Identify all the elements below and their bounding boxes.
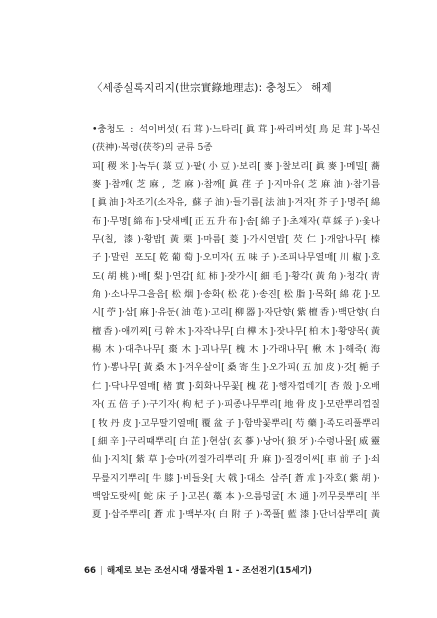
page-footer (84, 564, 312, 576)
body-line: 布]·무명[綿布]·닷새베[正五升布]·솜[綿子]·초채자(草綵子)·옻나 (92, 215, 380, 227)
footer-separator: | (99, 566, 103, 576)
body-line: 子]·말린 포도[乾葡萄]·오미자(五味子)·조피나무열매[川椒]·호 (92, 252, 380, 264)
body-line: 피[稷米]·녹두(菉豆)·팥(小豆)·보리[麥]·찰보리[眞麥]·메밀[蕎 (92, 160, 380, 172)
body-line: •충청도 : 석이버섯(石茸)·느타리[眞茸]·싸리버섯[鳥足茸]·복신 (92, 124, 380, 135)
body-line: 시[苧]·삼[麻]·유둔(油芚)·고리[柳器]·자단향(紫檀香)·백단향(白 (92, 307, 380, 319)
body-line: 도(胡桃)·배[梨]·연감[紅柿]·잣가시[細毛]·황각(黃角)·청각(靑 (92, 270, 380, 282)
body-line: 仁]·닥나무열매[楮實]·회화나무꽃[槐花]·행자껍데기[杏殼]·오배 (92, 380, 380, 392)
body-line: (茯神)·복령(茯苓)의 균류 5종 (92, 142, 213, 154)
body-line: 백암도랏씨[蛇床子]·고본(藁本)·으름덩굴[木通]·끼무릇뿌리[半 (92, 490, 380, 502)
body-line: 麥]·참깨(芝麻, 芝麻)·참깨[眞荏子]·지마유(芝麻油)·참기름 (92, 179, 380, 191)
body-line: 무릎지기뿌리[牛膝]·비들옷[大戟]·대소 삼주[蒼朮]·자호(紫胡)· (92, 472, 380, 484)
body-line: 角)·소나무그을음[松烟]·송화(松花)·송진[松脂]·목화[綿花]·모 (92, 289, 380, 301)
running-title: 해제로 보는 조선시대 생물자원 1 - 조선전기(15세기) (106, 566, 312, 576)
body-line: 檀香)·애끼찌[弓幹木]·자작나무[白樺木]·잣나무[柏木]·황양목(黃 (92, 325, 380, 337)
body-line: [細辛]·구리때뿌리[白芷]·현삼(玄蔘)·낭아(狼牙)·수령나물[威靈 (92, 435, 380, 447)
body-line: 仙]·지치[紫草]·승마(끼절가리뿌리[升麻])·질경이씨[車前子]·쇠 (92, 454, 380, 466)
body-line: [牧丹皮]·고무딸기열매[覆盆子]·함박꽃뿌리[芍藥]·족도리풀뿌리 (92, 417, 380, 429)
body-line: [眞油]·차조기(소자유, 蘇子油)·들기름[法油]·겨자[芥子]·명주[綿 (92, 197, 380, 209)
body-text (92, 121, 380, 525)
page-number: 66 (84, 566, 96, 576)
body-line: 자(五倍子)·구기자(枸杞子)·피종나무뿌리[地骨皮]·모란뿌리껍질 (92, 399, 380, 411)
body-line: 楊木)·대추나무[棗木]·괴나무[槐木]·가래나무[楸木]·해죽(海 (92, 344, 380, 356)
body-line: 夏]·삽주뿌리[蒼朮]·백부자(白附子)·쪽풀[藍漆]·단너삼뿌리[黃 (92, 509, 380, 521)
body-line: 무(칠, 漆)·황밤[黃栗]·마름[菱]·가시연밥[芡仁]·개암나무[榛 (92, 234, 380, 246)
section-heading: 〈세종실록지리지(世宗實錄地理志): 충청도〉 해제 (92, 82, 332, 94)
body-line: 竹)·뽕나무[黃桑木]·겨우살이[桑寄生]·오가피(五加皮)·갓[梔子 (92, 362, 380, 374)
